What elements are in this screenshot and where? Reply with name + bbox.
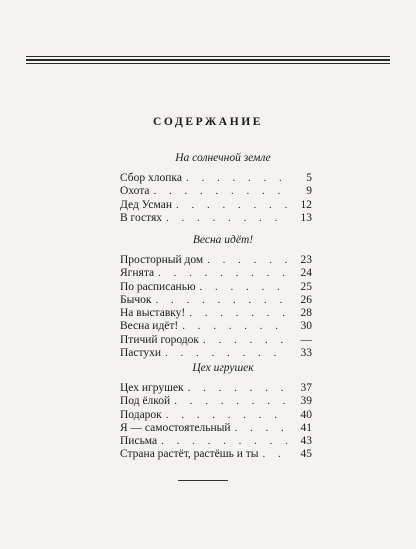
toc-entry [120,334,312,347]
toc-section [120,234,312,360]
dot-leader [189,307,288,320]
entry-title: Охота [120,185,150,198]
entry-title: На выставку! [120,307,186,320]
entry-title: Ягнята [120,267,155,280]
entry-title: Дед Усман [120,198,172,211]
dot-leader [176,199,288,212]
footer-rule [178,480,228,481]
entry-page: 41 [300,421,312,434]
toc-entry [120,320,312,333]
section-title: На солнечной земле [175,152,271,164]
entry-title: Бычок [120,293,152,306]
entry-page: 9 [306,185,312,198]
header-rule [26,56,390,57]
toc-entry [120,448,312,461]
toc-entry [120,212,312,225]
entry-page: 23 [300,254,312,266]
toc-entry [120,395,312,408]
entry-page: 43 [300,435,312,448]
dot-leader [158,267,288,280]
entry-page: 13 [300,211,312,224]
toc-entry [120,294,312,307]
toc-entry [120,409,312,422]
entry-page: 25 [300,280,312,293]
entry-page: — [300,333,312,346]
entry-title: Цех игрушек [120,382,184,394]
header-rules [26,56,390,66]
entry-page: 30 [300,320,312,333]
section-title: Весна идёт! [192,234,254,246]
toc-entry [120,267,312,280]
entry-page: 33 [300,347,312,360]
dot-leader [154,185,289,198]
entry-title: Страна растёт, растёшь и ты [120,448,259,461]
toc-entry [120,307,312,320]
entry-page: 12 [300,198,312,211]
section-title: Цех игрушек [192,362,254,374]
dot-leader [155,294,288,307]
entry-title: Я — самостоятельный [120,421,231,434]
entry-title: Весна идёт! [120,320,179,333]
entry-title: Просторный дом [120,254,204,266]
dot-leader [263,448,288,461]
dot-leader [166,212,288,225]
dot-leader [188,382,288,395]
entry-page: 39 [300,395,312,408]
entry-page: 26 [300,293,312,306]
entry-title: Пастухи [120,347,162,360]
entry-page: 37 [300,382,312,394]
header-rule [26,59,390,61]
dot-leader [207,254,288,267]
toc-entry [120,172,312,185]
entry-title: В гостях [120,211,163,224]
entry-page: 24 [300,267,312,280]
toc-entry [120,435,312,448]
entry-title: Подарок [120,408,162,421]
entry-page: 40 [300,408,312,421]
entry-page: 5 [306,172,312,184]
toc-section [120,152,312,225]
entry-title: Сбор хлопка [120,172,182,184]
entry-title: Птичий городок [120,333,199,346]
entry-title: Под ёлкой [120,395,171,408]
toc-entry [120,185,312,198]
dot-leader [165,347,288,360]
toc-section [120,362,312,462]
entry-title: Письма [120,435,158,448]
toc-entry [120,347,312,360]
dot-leader [161,435,288,448]
dot-leader [200,281,288,294]
entry-page: 28 [300,307,312,320]
toc-entry [120,254,312,267]
toc-entry [120,382,312,395]
toc-entry [120,422,312,435]
dot-leader [182,320,288,333]
dot-leader [166,409,288,422]
dot-leader [203,334,288,347]
entry-title: По расписанью [120,280,196,293]
header-rule [26,63,390,64]
toc-entry [120,281,312,294]
dot-leader [235,422,288,435]
page-title: СОДЕРЖАНИЕ [152,116,264,128]
dot-leader [174,395,288,408]
entry-page: 45 [300,448,312,461]
toc-entry [120,199,312,212]
dot-leader [186,172,288,185]
